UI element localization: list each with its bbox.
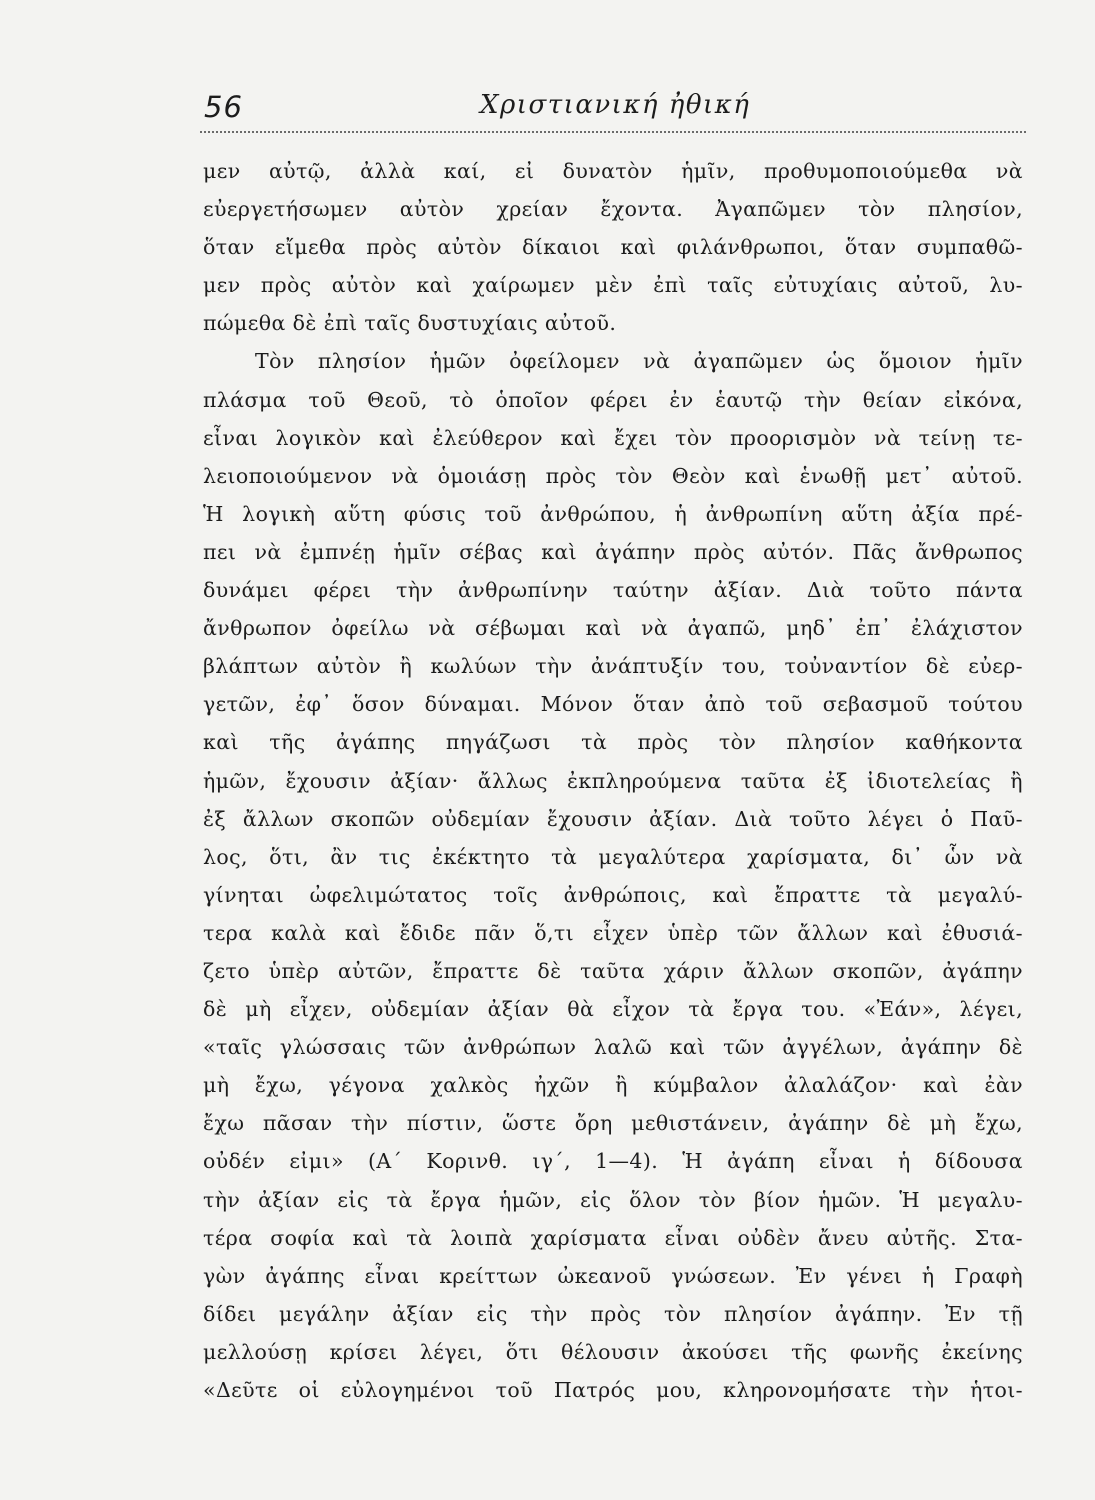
text-line: τερα καλὰ καὶ ἔδιδε πᾶν ὅ,τι εἶχεν ὑπὲρ τῶν ἄλλων καὶ ἐθυσιά- bbox=[203, 920, 1023, 945]
text-line: λος, ὅτι, ἂν τις ἐκέκτητο τὰ μεγαλύτερα χαρίσματα, δι᾽ ὧν νὰ bbox=[203, 844, 1023, 869]
text-line: «Δεῦτε οἱ εὐλογημένοι τοῦ Πατρός μου, κληρονομήσατε τὴν ἡτοι- bbox=[203, 1378, 1023, 1402]
paragraph-first-line: Τὸν πλησίον ἡμῶν ὀφείλομεν νὰ ἀγαπῶμεν ὡς ὅμοιον ἡμῖν bbox=[255, 349, 1023, 374]
text-line: δυνάμει φέρει τὴν ἀνθρωπίνην ταύτην ἀξίαν. Διὰ τοῦτο πάντα bbox=[203, 578, 1023, 603]
text-line: δὲ μὴ εἶχεν, οὐδεμίαν ἀξίαν θὰ εἶχον τὰ ἔργα του. «Ἐάν», λέγει, bbox=[203, 997, 1023, 1022]
text-line: ἔχω πᾶσαν τὴν πίστιν, ὥστε ὄρη μεθιστάνειν, ἀγάπην δὲ μὴ ἔχω, bbox=[203, 1111, 1023, 1136]
text-line: δίδει μεγάλην ἀξίαν εἰς τὴν πρὸς τὸν πλησίον ἀγάπην. Ἐν τῇ bbox=[203, 1301, 1023, 1326]
text-line: μελλούσῃ κρίσει λέγει, ὅτι θέλουσιν ἀκούσει τῆς φωνῆς ἐκείνης bbox=[203, 1339, 1023, 1364]
text-line: πλάσμα τοῦ Θεοῦ, τὸ ὁποῖον φέρει ἐν ἑαυτῷ τὴν θείαν εἰκόνα, bbox=[203, 387, 1023, 412]
text-line: οὐδέν εἰμι» (Α΄ Κορινθ. ιγ΄, 1—4). Ἡ ἀγάπη εἶναι ἡ δίδουσα bbox=[203, 1149, 1023, 1174]
text-line: καὶ τῆς ἀγάπης πηγάζωσι τὰ πρὸς τὸν πλησίον καθήκοντα bbox=[203, 730, 1023, 755]
text-line: Ἡ λογικὴ αὕτη φύσις τοῦ ἀνθρώπου, ἡ ἀνθρωπίνη αὕτη ἀξία πρέ- bbox=[203, 501, 1023, 526]
text-line: μεν αὐτῷ, ἀλλὰ καί, εἰ δυνατὸν ἡμῖν, προθυμοποιούμεθα νὰ bbox=[203, 159, 1023, 183]
page-number: 56 bbox=[204, 90, 243, 124]
text-line: γίνηται ὠφελιμώτατος τοῖς ἀνθρώποις, καὶ ἔπραττε τὰ μεγαλύ- bbox=[203, 882, 1023, 907]
text-line: ὅταν εἴμεθα πρὸς αὐτὸν δίκαιοι καὶ φιλάνθρωποι, ὅταν συμπαθῶ- bbox=[203, 235, 1023, 260]
text-line: εἶναι λογικὸν καὶ ἐλεύθερον καὶ ἔχει τὸν προορισμὸν νὰ τείνῃ τε- bbox=[203, 425, 1023, 450]
text-line: γετῶν, ἐφ᾽ ὅσον δύναμαι. Μόνον ὅταν ἀπὸ τοῦ σεβασμοῦ τούτου bbox=[203, 692, 1023, 717]
text-line: εὐεργετήσωμεν αὐτὸν χρείαν ἔχοντα. Ἀγαπῶμεν τὸν πλησίον, bbox=[203, 197, 1023, 222]
text-line: τέρα σοφία καὶ τὰ λοιπὰ χαρίσματα εἶναι οὐδὲν ἄνευ αὐτῆς. Στα- bbox=[203, 1225, 1023, 1250]
text-line: γὼν ἀγάπης εἶναι κρείττων ὠκεανοῦ γνώσεων. Ἐν γένει ἡ Γραφὴ bbox=[203, 1263, 1023, 1288]
text-line: λειοποιούμενον νὰ ὁμοιάσῃ πρὸς τὸν Θεὸν καὶ ἑνωθῇ μετ᾽ αὐτοῦ. bbox=[203, 463, 1023, 488]
text-line: ζετο ὑπὲρ αὐτῶν, ἔπραττε δὲ ταῦτα χάριν ἄλλων σκοπῶν, ἀγάπην bbox=[203, 958, 1023, 983]
text-line: τὴν ἀξίαν εἰς τὰ ἔργα ἡμῶν, εἰς ὅλον τὸν βίον ἡμῶν. Ἡ μεγαλυ- bbox=[203, 1187, 1023, 1212]
body-text bbox=[203, 152, 1023, 1409]
text-line: μὴ ἔχω, γέγονα χαλκὸς ἠχῶν ἢ κύμβαλον ἀλαλάζον· καὶ ἐὰν bbox=[203, 1073, 1023, 1098]
text-line: ἄνθρωπον ὀφείλω νὰ σέβωμαι καὶ νὰ ἀγαπῶ, μηδ᾽ ἐπ᾽ ἐλάχιστον bbox=[203, 616, 1023, 641]
page-header bbox=[200, 88, 1032, 134]
text-line: μεν πρὸς αὐτὸν καὶ χαίρωμεν μὲν ἐπὶ ταῖς εὐτυχίαις αὐτοῦ, λυ- bbox=[203, 273, 1023, 298]
header-dotted-rule bbox=[200, 131, 1026, 133]
text-line: ἐξ ἄλλων σκοπῶν οὐδεμίαν ἔχουσιν ἀξίαν. Διὰ τοῦτο λέγει ὁ Παῦ- bbox=[203, 806, 1023, 831]
text-line: «ταῖς γλώσσαις τῶν ἀνθρώπων λαλῶ καὶ τῶν ἀγγέλων, ἀγάπην δὲ bbox=[203, 1035, 1023, 1060]
text-line: πώμεθα δὲ ἐπὶ ταῖς δυστυχίαις αὐτοῦ. bbox=[203, 311, 617, 336]
text-line: πει νὰ ἐμπνέῃ ἡμῖν σέβας καὶ ἀγάπην πρὸς αὐτόν. Πᾶς ἄνθρωπος bbox=[203, 539, 1023, 564]
text-line: ἡμῶν, ἔχουσιν ἀξίαν· ἄλλως ἐκπληρούμενα ταῦτα ἐξ ἰδιοτελείας ἢ bbox=[203, 768, 1023, 793]
running-title: Χριστιανική ἠθική bbox=[480, 90, 751, 120]
text-line: βλάπτων αὐτὸν ἢ κωλύων τὴν ἀνάπτυξίν του, τοὐναντίον δὲ εὐερ- bbox=[203, 654, 1023, 679]
